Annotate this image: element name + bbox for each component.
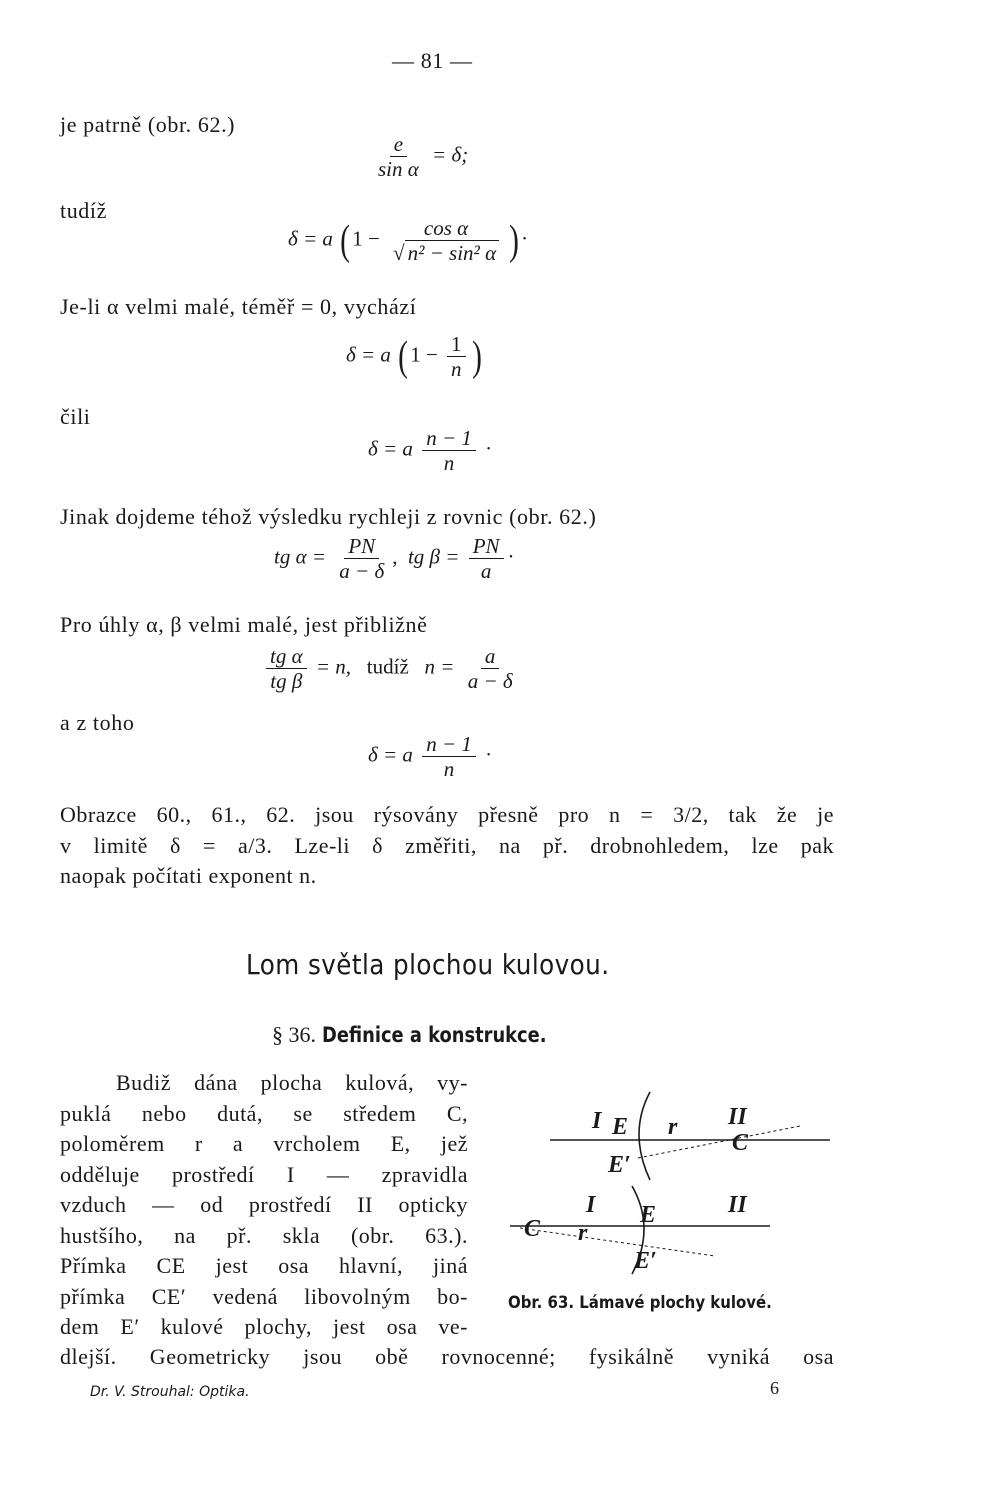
label-I: I <box>592 1108 602 1134</box>
equation-one: 1 − <box>410 342 438 367</box>
label-I: I <box>586 1192 596 1218</box>
figure-63 <box>500 1088 840 1288</box>
numerator: a <box>481 644 500 669</box>
paragraph-line: v limitě δ = a/3. Lze-li δ změřiti, na př. drobnohledem, lze pak <box>60 832 834 858</box>
paragraph-line: dlejší. Geometricky jsou obě rovnocenné; fysikálně vyniká osa <box>60 1344 834 1369</box>
equation-lhs: δ = a <box>368 742 413 767</box>
label-r: r <box>578 1220 588 1246</box>
label-E: E <box>640 1202 657 1228</box>
equation-rhs: = δ; <box>432 142 469 167</box>
equation-one: 1 − <box>352 226 380 251</box>
text-line: a z toho <box>60 710 135 735</box>
equation-end: · <box>521 226 529 251</box>
equation-lhs: δ = a <box>288 226 333 251</box>
equation-lhs: n = <box>424 654 455 679</box>
denominator: sin α <box>378 157 419 182</box>
text-line: je patrně (obr. 62.) <box>60 112 236 137</box>
equation-end: · <box>507 544 515 569</box>
right-paren: ) <box>471 333 482 380</box>
label-II: II <box>728 1104 747 1130</box>
separator: , <box>392 544 398 569</box>
denominator: a <box>480 559 492 584</box>
equation-4 <box>368 426 492 475</box>
top-ray-line <box>638 1126 800 1158</box>
equation-6 <box>262 644 521 693</box>
paragraph-line: Obrazce 60., 61., 62. jsou rýsovány přesně pro n = 3/2, tak že je <box>60 802 834 827</box>
paragraph-line: naopak počítati exponent n. <box>60 863 317 888</box>
equation-2 <box>288 216 528 265</box>
denominator: n <box>443 451 455 476</box>
paragraph-line: poloměrem r a vrcholem E, jež <box>60 1131 468 1156</box>
equation-end: · <box>485 742 493 767</box>
text-line: Je-li α velmi malé, téměř = 0, vychází <box>60 294 417 319</box>
numerator: tg α <box>266 644 307 669</box>
numerator: n − 1 <box>422 732 476 757</box>
radicand: n² − sin² α <box>405 240 500 265</box>
equation-mid: = n, <box>315 654 352 679</box>
text-line: čili <box>60 404 91 429</box>
right-paren: ) <box>509 217 520 264</box>
equation-end: · <box>485 436 493 461</box>
equation-lhs: δ = a <box>346 342 391 367</box>
equation-lhs: δ = a <box>368 436 413 461</box>
left-paren: ( <box>398 333 409 380</box>
figure-caption: Obr. 63. Lámavé plochy kulové. <box>508 1293 772 1313</box>
label-II: II <box>728 1192 747 1218</box>
paragraph-line: přímka CE′ vedená libovolným bo- <box>60 1283 468 1309</box>
numerator: cos α <box>420 216 472 241</box>
denominator: n <box>451 357 462 382</box>
label-E-prime: E′ <box>608 1152 631 1178</box>
equation-7 <box>368 732 492 781</box>
text-line: Jinak dojdeme téhož výsledku rychleji z rovnic (obr. 62.) <box>60 504 597 529</box>
section-title: Definice a konstrukce. <box>321 1023 547 1047</box>
text-line: Pro úhly α, β velmi malé, jest přibližně <box>60 612 428 637</box>
footer-author: Dr. V. Strouhal: Optika. <box>90 1384 250 1400</box>
denominator: a − δ <box>467 669 513 694</box>
numerator: PN <box>344 534 379 559</box>
numerator: e <box>390 132 407 157</box>
label-C: C <box>524 1216 541 1242</box>
top-surface-arc <box>639 1092 650 1180</box>
paragraph <box>60 1068 468 1343</box>
denominator: tg β <box>270 669 303 694</box>
paragraph <box>60 800 834 892</box>
bottom-ray-line <box>520 1228 715 1256</box>
label-r: r <box>668 1114 678 1140</box>
paragraph-line: Budiž dána plocha kulová, vy- <box>116 1070 468 1095</box>
sheet-signature: 6 <box>770 1378 780 1398</box>
paragraph-line: puklá nebo dutá, se středem C, <box>60 1100 468 1126</box>
page-number: — 81 — <box>392 48 473 73</box>
equation-5 <box>274 534 515 583</box>
section-number: § 36. <box>272 1022 316 1047</box>
paragraph-line: odděluje prostředí I — zpravidla <box>60 1161 468 1187</box>
paragraph-line: vzduch — od prostředí II opticky <box>60 1192 468 1217</box>
equation-lhs: tg α = <box>274 544 327 569</box>
denominator: n <box>443 757 455 782</box>
paragraph-line: dem E′ kulové plochy, jest osa ve- <box>60 1314 468 1339</box>
numerator: 1 <box>447 332 466 357</box>
label-C: C <box>732 1130 749 1156</box>
section-heading <box>272 1022 586 1048</box>
equation-3 <box>346 332 484 381</box>
left-paren: ( <box>340 217 351 264</box>
paragraph-line-full <box>60 1342 834 1373</box>
paragraph-line: Přímka CE jest osa hlavní, jiná <box>60 1253 468 1278</box>
numerator: PN <box>469 534 504 559</box>
numerator: n − 1 <box>422 426 476 451</box>
paragraph-line: hustšího, na př. skla (obr. 63.). <box>60 1222 468 1248</box>
label-E-prime: E′ <box>634 1248 657 1274</box>
text-line: tudíž <box>60 198 107 223</box>
equation-lhs: tg β = <box>407 544 460 569</box>
chapter-heading: Lom světla plochou kulovou. <box>246 948 610 981</box>
denominator: √ n² − sin² α <box>389 241 503 265</box>
equation-1 <box>370 132 468 181</box>
equation-word: tudíž <box>366 654 409 679</box>
denominator: a − δ <box>339 559 385 584</box>
label-E: E <box>612 1114 629 1140</box>
